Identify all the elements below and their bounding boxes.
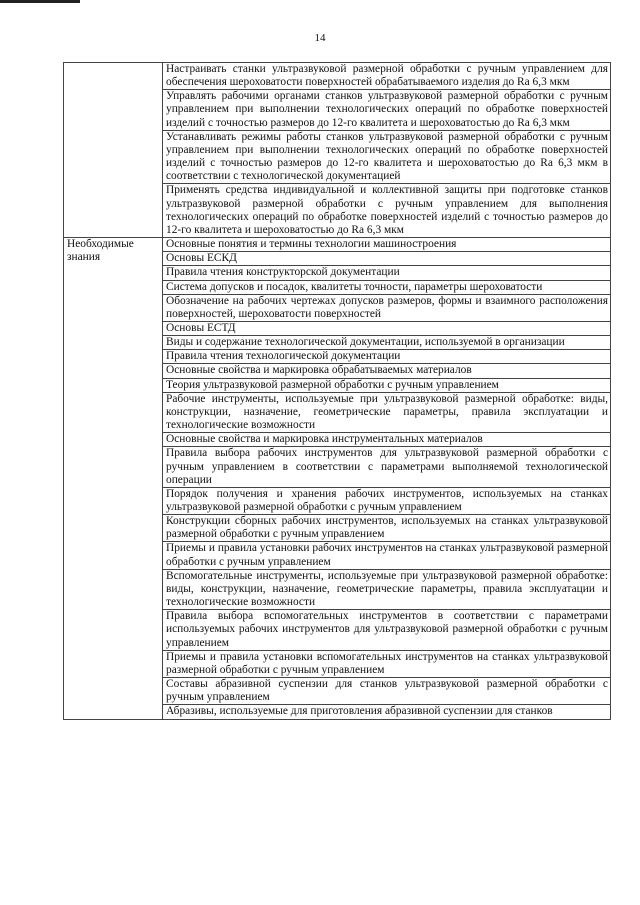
knowledge-item: Рабочие инструменты, используемые при ультразвуковой размерной обработке: виды, конструкции, назначение, геометрические параметры, правила эксплуатации и технологические возможности [163,392,611,432]
knowledge-item: Абразивы, используемые для приготовления абразивной суспензии для станков [163,705,611,719]
knowledge-item: Правила выбора вспомогательных инструментов в соответствии с параметрами используемых рабочих инструментов для ультразвуковой размерной обработки с ручным управлением [163,610,611,650]
knowledge-item: Виды и содержание технологической документации, используемой в организации [163,336,611,350]
knowledge-item: Основные свойства и маркировка инструментальных материалов [163,433,611,447]
knowledge-item: Приемы и правила установки рабочих инструментов на станках ультразвуковой размерной обработки с ручным управлением [163,542,611,569]
knowledge-item: Система допусков и посадок, квалитеты точности, параметры шероховатости [163,280,611,294]
knowledge-item: Основы ЕСКД [163,252,611,266]
table-row [64,63,611,90]
knowledge-item: Составы абразивной суспензии для станков ультразвуковой размерной обработки с ручным управлением [163,678,611,705]
knowledge-item: Порядок получения и хранения рабочих инструментов, используемых на станках ультразвуковой размерной обработки с ручным управлением [163,487,611,514]
knowledge-label: Необходимые знания [64,238,163,719]
table-row [64,238,611,252]
skill-item: Устанавливать режимы работы станков ультразвуковой размерной обработки с ручным управлением при выполнении технологических операций по обработке поверхностей изделий с точностью размеров до 12-го квалитета и шероховатостью до Ra 6,3 мкм в соответствии с технологической документацией [163,130,611,184]
knowledge-item: Основы ЕСТД [163,321,611,335]
knowledge-item: Правила чтения конструкторской документации [163,266,611,280]
top-left-rule [0,0,80,3]
skill-item: Применять средства индивидуальной и коллективной защиты при подготовке станков ультразвуковой размерной обработки с ручным управлением для выполнения технологических операций по обработке поверхностей изделий с точностью размеров до 12-го квалитета и шероховатостью до Ra 6,3 мкм [163,184,611,238]
knowledge-item: Правила чтения технологической документации [163,350,611,364]
page-number: 14 [314,32,326,44]
skill-item: Управлять рабочими органами станков ультразвуковой размерной обработки с ручным управлением при выполнении технологических операций по обработке поверхностей изделий с точностью размеров до 12-го квалитета и шероховатостью до Ra 6,3 мкм [163,90,611,130]
skills-label-cell [64,63,163,238]
knowledge-item: Основные свойства и маркировка обрабатываемых материалов [163,364,611,378]
knowledge-item: Теория ультразвуковой размерной обработки с ручным управлением [163,378,611,392]
knowledge-item: Вспомогательные инструменты, используемые при ультразвуковой размерной обработке: виды, конструкции, назначение, геометрические параметры, правила эксплуатации и технологические возможности [163,569,611,609]
knowledge-item: Приемы и правила установки вспомогательных инструментов на станках ультразвуковой размерной обработки с ручным управлением [163,650,611,677]
requirements-table [63,62,611,720]
knowledge-item: Обозначение на рабочих чертежах допусков размеров, формы и взаимного расположения поверхностей, шероховатости поверхностей [163,294,611,321]
knowledge-item: Конструкции сборных рабочих инструментов, используемых на станках ультразвуковой размерной обработки с ручным управлением [163,515,611,542]
skill-item: Настраивать станки ультразвуковой размерной обработки с ручным управлением для обеспечения шероховатости поверхностей обрабатываемого изделия до Ra 6,3 мкм [163,63,611,90]
knowledge-item: Основные понятия и термины технологии машиностроения [163,238,611,252]
knowledge-item: Правила выбора рабочих инструментов для ультразвуковой размерной обработки с ручным управлением в соответствии с параметрами выполняемой технологической операции [163,447,611,487]
